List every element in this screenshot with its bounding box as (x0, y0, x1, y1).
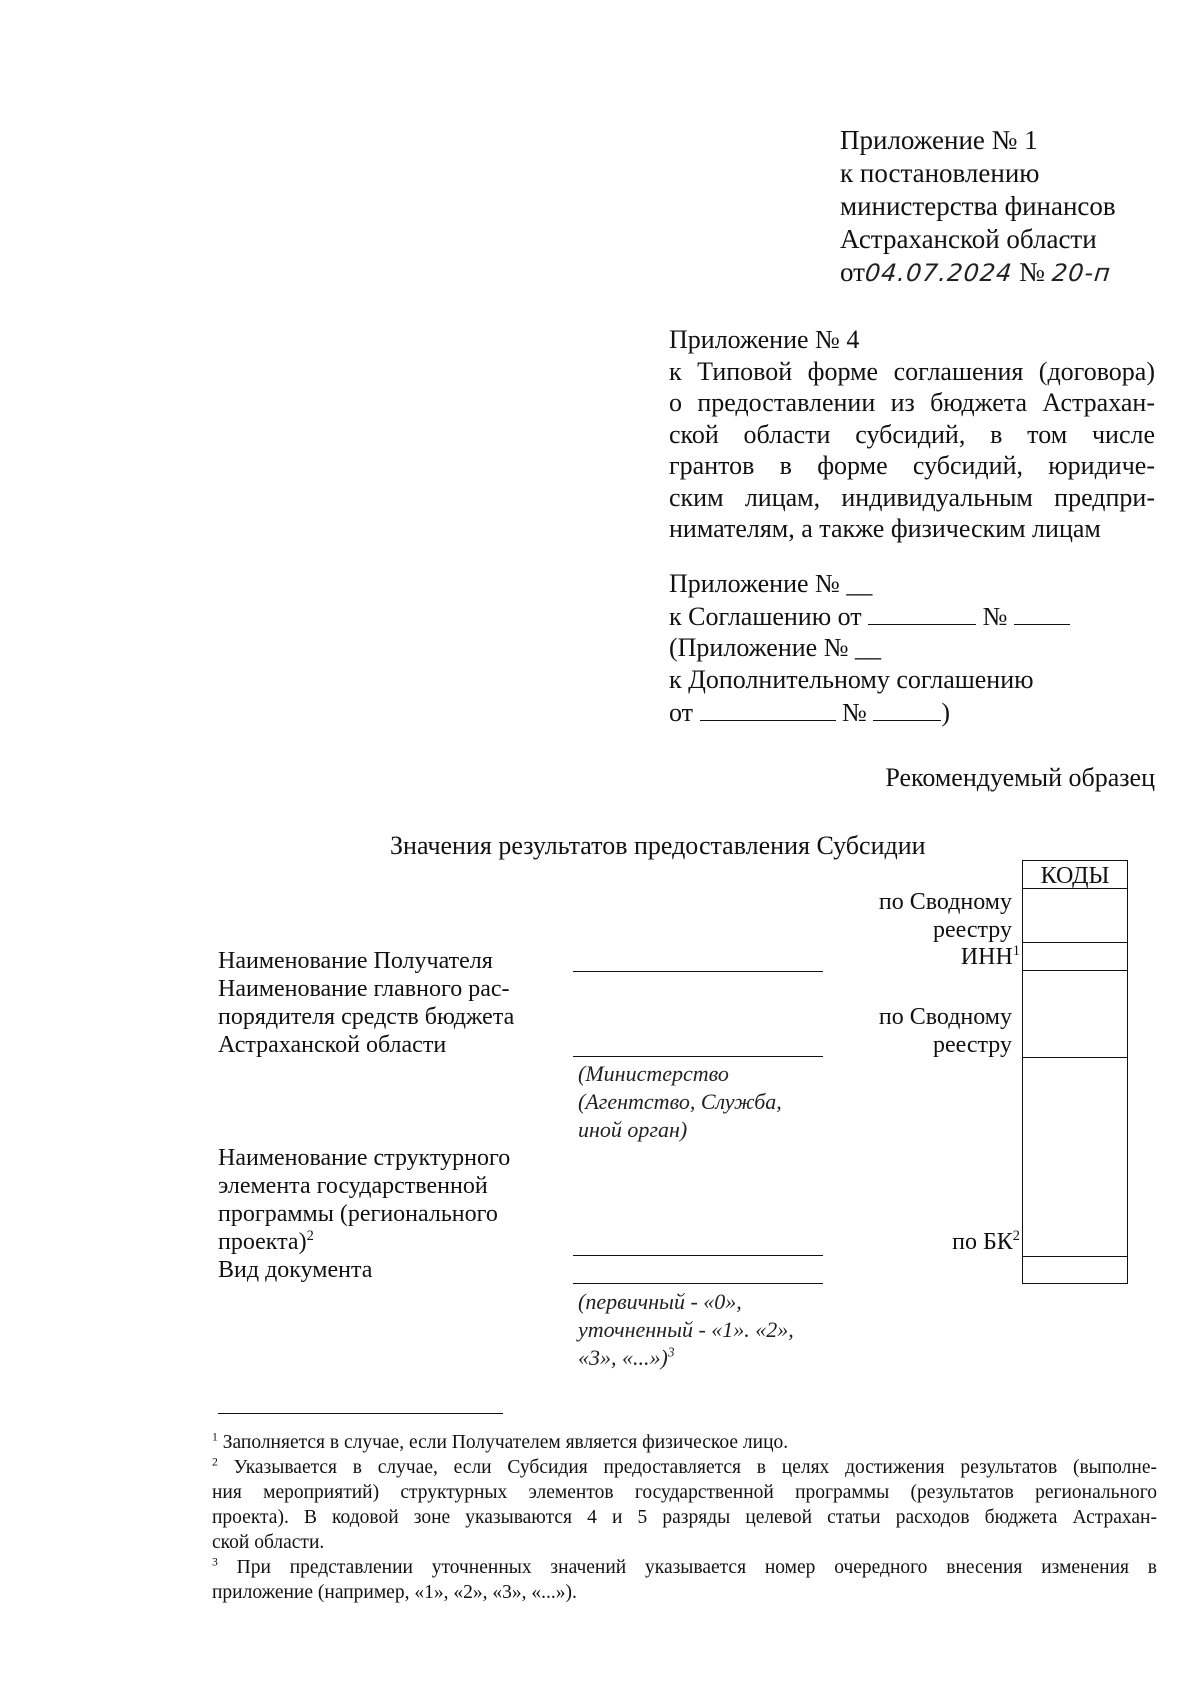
codes-header: КОДЫ (1040, 863, 1110, 889)
footnote-2-line: $^2$ Указывается в случае, если Субсидия предоставляется в целях достижения результатов (выполне- (212, 1455, 1157, 1478)
structural-element-label: элемента государственной (218, 1173, 488, 1199)
sample-label: Рекомендуемый образец (885, 763, 1155, 792)
manager-label: Наименование главного рас- (218, 976, 510, 1002)
number-sign: № (842, 698, 867, 727)
ministry-hint: (Агентство, Служба, (578, 1089, 782, 1114)
code-cell-divider (1022, 888, 1128, 889)
document-type-hint: (первичный - «0», (578, 1289, 742, 1314)
appendix-line: к Типовой форме соглашения (договора) (669, 357, 1155, 386)
registry-label: реестру (932, 917, 1012, 943)
number-blank (1014, 600, 1070, 625)
appendix-title: Приложение № 4 (669, 325, 860, 354)
structural-element-label: проекта)$^2$ (218, 1228, 314, 1255)
footnote-1: $^1$ Заполняется в случае, если Получателем является физическое лицо. (212, 1430, 789, 1453)
agreement-date-line (669, 600, 1070, 633)
date-blank (868, 600, 976, 625)
document-type-hint: уточненный - «1». «2», (578, 1317, 794, 1342)
number-prefix: № (1019, 257, 1045, 287)
code-cell-divider (1022, 1057, 1128, 1058)
bk-label: по $БК^2$ (952, 1228, 1020, 1255)
structural-element-label: программы (регионального (218, 1201, 498, 1227)
structural-element-label: Наименование структурного (218, 1145, 511, 1171)
date-prefix: от (840, 257, 865, 287)
number-blank (873, 696, 941, 721)
approval-date-line (840, 256, 1111, 290)
manager-fill-line (573, 1056, 823, 1057)
approval-line-2: к постановлению (840, 158, 1040, 188)
code-cell-divider (1022, 1256, 1128, 1257)
manager-label: Астраханской области (218, 1032, 447, 1058)
structural-element-fill-line (573, 1255, 823, 1256)
agreement-label: к Соглашению от (669, 602, 862, 631)
svod-registry-label: по Сводному (878, 1004, 1012, 1030)
registry-label: реестру (932, 1032, 1012, 1058)
appendix-line: грантов в форме субсидий, юридиче- (669, 451, 1155, 480)
approval-line-4: Астраханской области (840, 224, 1097, 254)
appendix-line: о предоставлении из бюджета Астрахан- (669, 388, 1155, 417)
approval-line-1: Приложение № 1 (840, 125, 1038, 155)
supplementary-agreement-label: к Дополнительному соглашению (669, 665, 1034, 694)
recipient-label: Наименование Получателя (218, 948, 493, 974)
appendix-line: нимателям, а также физическим лицам (669, 514, 1101, 543)
handwritten-number: 20-п (1050, 259, 1113, 287)
svod-registry-label: по Сводному (878, 889, 1012, 915)
date-blank (700, 696, 836, 721)
footnote-3-line: $^3$ При представлении уточненных значений указывается номер очередного внесения изменения в (212, 1555, 1158, 1578)
number-sign: № (982, 602, 1008, 631)
ministry-hint: (Министерство (578, 1061, 729, 1086)
codes-column (1022, 860, 1128, 1284)
handwritten-date: 04.07.2024 (863, 259, 1014, 287)
inn-label: ИНН$^1$ (960, 943, 1020, 970)
ministry-hint: иной орган) (578, 1117, 688, 1142)
agreement-appendix-number: Приложение № __ (669, 569, 873, 598)
document-type-fill-line (573, 1283, 823, 1284)
supplementary-date-line (669, 696, 950, 729)
footnote-2-line: проекта). В кодовой зоне указываются 4 и 5 разряды целевой статьи расходов бюджета Астрахан- (212, 1507, 1157, 1528)
manager-label: порядителя средств бюджета (218, 1004, 515, 1030)
footnote-2-line: ния мероприятий) структурных элементов государственной программы (результатов регионального (212, 1482, 1157, 1503)
document-type-label: Вид документа (218, 1257, 373, 1283)
footnote-separator (218, 1413, 503, 1414)
footnote-3-line: приложение (например, «1», «2», «3», «...»). (212, 1582, 577, 1603)
appendix-line: ским лицам, индивидуальным предпри- (669, 483, 1155, 512)
approval-line-3: министерства финансов (840, 191, 1116, 221)
code-cell-divider (1022, 970, 1128, 971)
appendix-line: ской области субсидий, в том числе (669, 420, 1155, 449)
recipient-fill-line (573, 971, 823, 972)
document-type-hint: «3», «...»)$^3$ (578, 1344, 675, 1370)
closing-paren: ) (941, 698, 951, 727)
supplementary-appendix-number: (Приложение № __ (669, 633, 882, 662)
page-title: Значения результатов предоставления Субсидии (390, 831, 926, 860)
date-prefix: от (669, 698, 694, 727)
code-cell-divider (1022, 942, 1128, 943)
footnote-2-line: ской области. (212, 1532, 325, 1553)
